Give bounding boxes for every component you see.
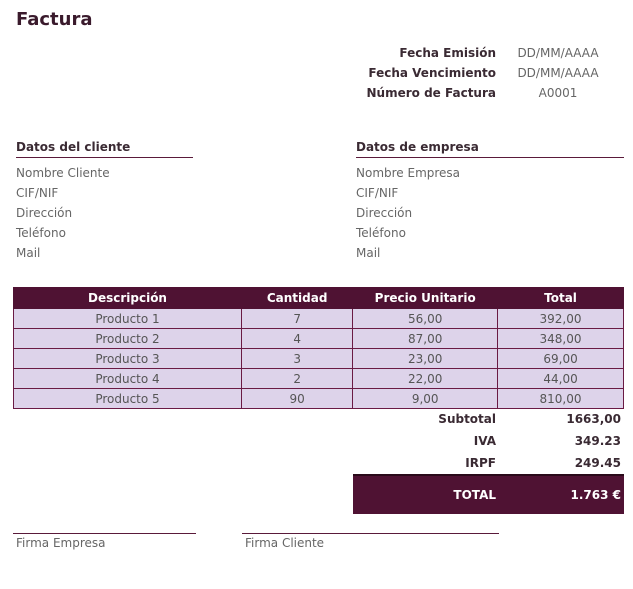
company-phone[interactable]: Teléfono: [356, 226, 406, 240]
invoice-title: Factura: [16, 9, 93, 30]
grand-total-row: [353, 474, 624, 514]
company-mail[interactable]: Mail: [356, 246, 381, 260]
invoice-meta: [360, 43, 620, 103]
grand-total-value: 1.763 €: [570, 488, 621, 502]
table-row: [14, 349, 624, 369]
client-phone[interactable]: Teléfono: [16, 226, 66, 240]
client-name[interactable]: Nombre Cliente: [16, 166, 110, 180]
company-tax-id[interactable]: CIF/NIF: [356, 186, 399, 200]
meta-invoice-number: [360, 83, 620, 103]
subtotal-row: [353, 408, 624, 430]
cell-description[interactable]: Producto 2: [14, 329, 242, 349]
cell-total: 348,00: [498, 329, 624, 349]
company-name[interactable]: Nombre Empresa: [356, 166, 461, 180]
subtotal-label: Subtotal: [438, 412, 496, 426]
cell-unit-price[interactable]: 87,00: [353, 329, 498, 349]
client-mail[interactable]: Mail: [16, 246, 41, 260]
cell-total: 44,00: [498, 369, 624, 389]
totals-summary: [353, 408, 624, 514]
company-heading: Datos de empresa: [356, 140, 624, 158]
cell-quantity[interactable]: 90: [241, 389, 352, 409]
client-tax-id[interactable]: CIF/NIF: [16, 186, 59, 200]
cell-unit-price[interactable]: 22,00: [353, 369, 498, 389]
client-heading: Datos del cliente: [16, 140, 193, 158]
cell-total: 69,00: [498, 349, 624, 369]
cell-quantity[interactable]: 3: [241, 349, 352, 369]
meta-due-date: [360, 63, 620, 83]
table-header-row: [14, 288, 624, 309]
cell-total: 810,00: [498, 389, 624, 409]
cell-unit-price[interactable]: 23,00: [353, 349, 498, 369]
company-signature[interactable]: Firma Empresa: [13, 533, 196, 550]
table-row: [14, 329, 624, 349]
cell-unit-price[interactable]: 9,00: [353, 389, 498, 409]
client-address[interactable]: Dirección: [16, 206, 73, 220]
irpf-value: 249.45: [574, 456, 621, 470]
header-quantity: Cantidad: [241, 288, 352, 309]
cell-quantity[interactable]: 2: [241, 369, 352, 389]
header-total: Total: [498, 288, 624, 309]
cell-unit-price[interactable]: 56,00: [353, 309, 498, 329]
company-address[interactable]: Dirección: [356, 206, 413, 220]
iva-row: [353, 430, 624, 452]
items-table: [13, 287, 624, 409]
cell-total: 392,00: [498, 309, 624, 329]
iva-value: 349.23: [574, 434, 621, 448]
grand-total-label: TOTAL: [453, 488, 496, 502]
iva-label: IVA: [473, 434, 496, 448]
company-section: [356, 140, 624, 263]
table-row: [14, 389, 624, 409]
cell-description[interactable]: Producto 1: [14, 309, 242, 329]
cell-description[interactable]: Producto 3: [14, 349, 242, 369]
meta-value[interactable]: DD/MM/AAAA: [517, 46, 599, 60]
cell-quantity[interactable]: 4: [241, 329, 352, 349]
cell-quantity[interactable]: 7: [241, 309, 352, 329]
meta-value[interactable]: DD/MM/AAAA: [517, 66, 599, 80]
subtotal-value: 1663,00: [566, 412, 621, 426]
table-row: [14, 369, 624, 389]
table-row: [14, 309, 624, 329]
irpf-label: IRPF: [465, 456, 496, 470]
meta-label: Número de Factura: [366, 86, 496, 100]
header-description: Descripción: [14, 288, 242, 309]
meta-issue-date: [360, 43, 620, 63]
irpf-row: [353, 452, 624, 474]
client-section: [16, 140, 193, 263]
meta-label: Fecha Emisión: [399, 46, 496, 60]
meta-label: Fecha Vencimiento: [368, 66, 496, 80]
cell-description[interactable]: Producto 4: [14, 369, 242, 389]
cell-description[interactable]: Producto 5: [14, 389, 242, 409]
header-unit-price: Precio Unitario: [353, 288, 498, 309]
meta-value[interactable]: A0001: [538, 86, 578, 100]
client-signature[interactable]: Firma Cliente: [242, 533, 499, 550]
